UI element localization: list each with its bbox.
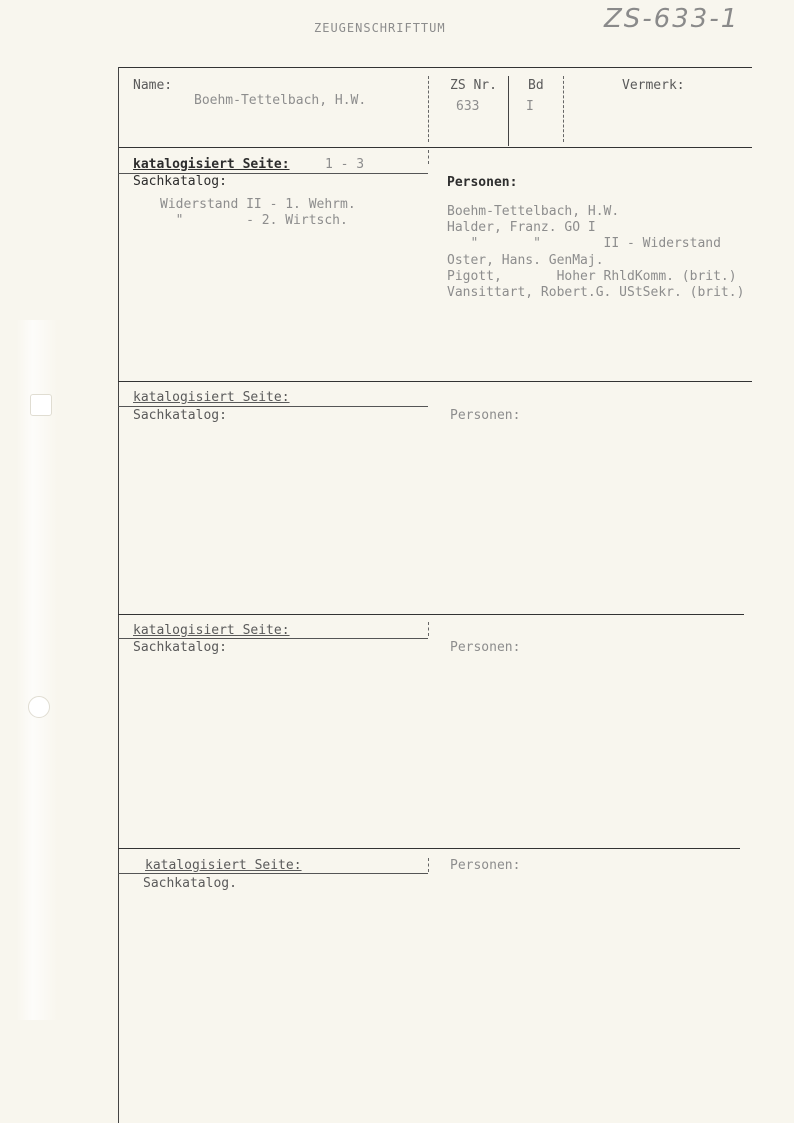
katalogisiert-label: katalogisiert Seite:: [133, 157, 290, 172]
section-divider: [428, 622, 429, 636]
left-margin-rule: [118, 67, 119, 1123]
katalogisiert-pages: 1 - 3: [325, 157, 365, 172]
section-rule: [118, 873, 428, 874]
section-top-rule: [118, 614, 744, 615]
personen-label: Personen:: [450, 640, 521, 655]
archive-mark: ZS-633-1: [604, 4, 740, 34]
sachkatalog-label: Sachkatalog.: [143, 876, 237, 891]
person-entry: Pigott, Hoher RhldKomm. (brit.): [447, 269, 737, 284]
section-top-rule: [118, 381, 752, 382]
section-rule: [118, 638, 428, 639]
document-title: ZEUGENSCHRIFTTUM: [314, 21, 446, 35]
sachkatalog-label: Sachkatalog:: [133, 640, 227, 655]
section-top-rule: [118, 848, 740, 849]
punch-hole-icon: [30, 394, 52, 416]
person-entry: Oster, Hans. GenMaj.: [447, 253, 604, 268]
katalogisiert-label: katalogisiert Seite:: [133, 623, 290, 638]
name-label: Name:: [133, 78, 173, 93]
name-value: Boehm-Tettelbach, H.W.: [194, 93, 367, 108]
record-bottom-rule: [118, 147, 752, 148]
sachkatalog-label: Sachkatalog:: [133, 174, 227, 189]
divider-zs: [428, 76, 429, 142]
bd-label: Bd: [528, 78, 544, 93]
sachkatalog-label: Sachkatalog:: [133, 408, 227, 423]
person-entry: " " II - Widerstand: [447, 236, 721, 251]
zs-label: ZS Nr.: [450, 78, 497, 93]
divider-bd: [508, 76, 509, 146]
divider-vermerk: [563, 76, 564, 142]
section-divider: [428, 150, 429, 164]
bd-value: I: [526, 99, 534, 114]
person-entry: Vansittart, Robert.G. UStSekr. (brit.): [447, 285, 745, 300]
top-rule: [118, 67, 752, 68]
sachkatalog-line: " - 2. Wirtsch.: [160, 213, 348, 228]
section-rule: [118, 406, 428, 407]
person-entry: Boehm-Tettelbach, H.W.: [447, 204, 620, 219]
section-divider: [428, 858, 429, 872]
zs-value: 633: [456, 99, 480, 114]
vermerk-label: Vermerk:: [622, 78, 685, 93]
person-entry: Halder, Franz. GO I: [447, 220, 596, 235]
punch-hole-icon: [28, 696, 50, 718]
personen-label: Personen:: [447, 175, 518, 190]
katalogisiert-label: katalogisiert Seite:: [133, 390, 290, 405]
katalogisiert-label: katalogisiert Seite:: [145, 858, 302, 873]
binder-stripe: [16, 320, 58, 1020]
personen-label: Personen:: [450, 858, 521, 873]
personen-label: Personen:: [450, 408, 521, 423]
sachkatalog-line: Widerstand II - 1. Wehrm.: [160, 197, 356, 212]
